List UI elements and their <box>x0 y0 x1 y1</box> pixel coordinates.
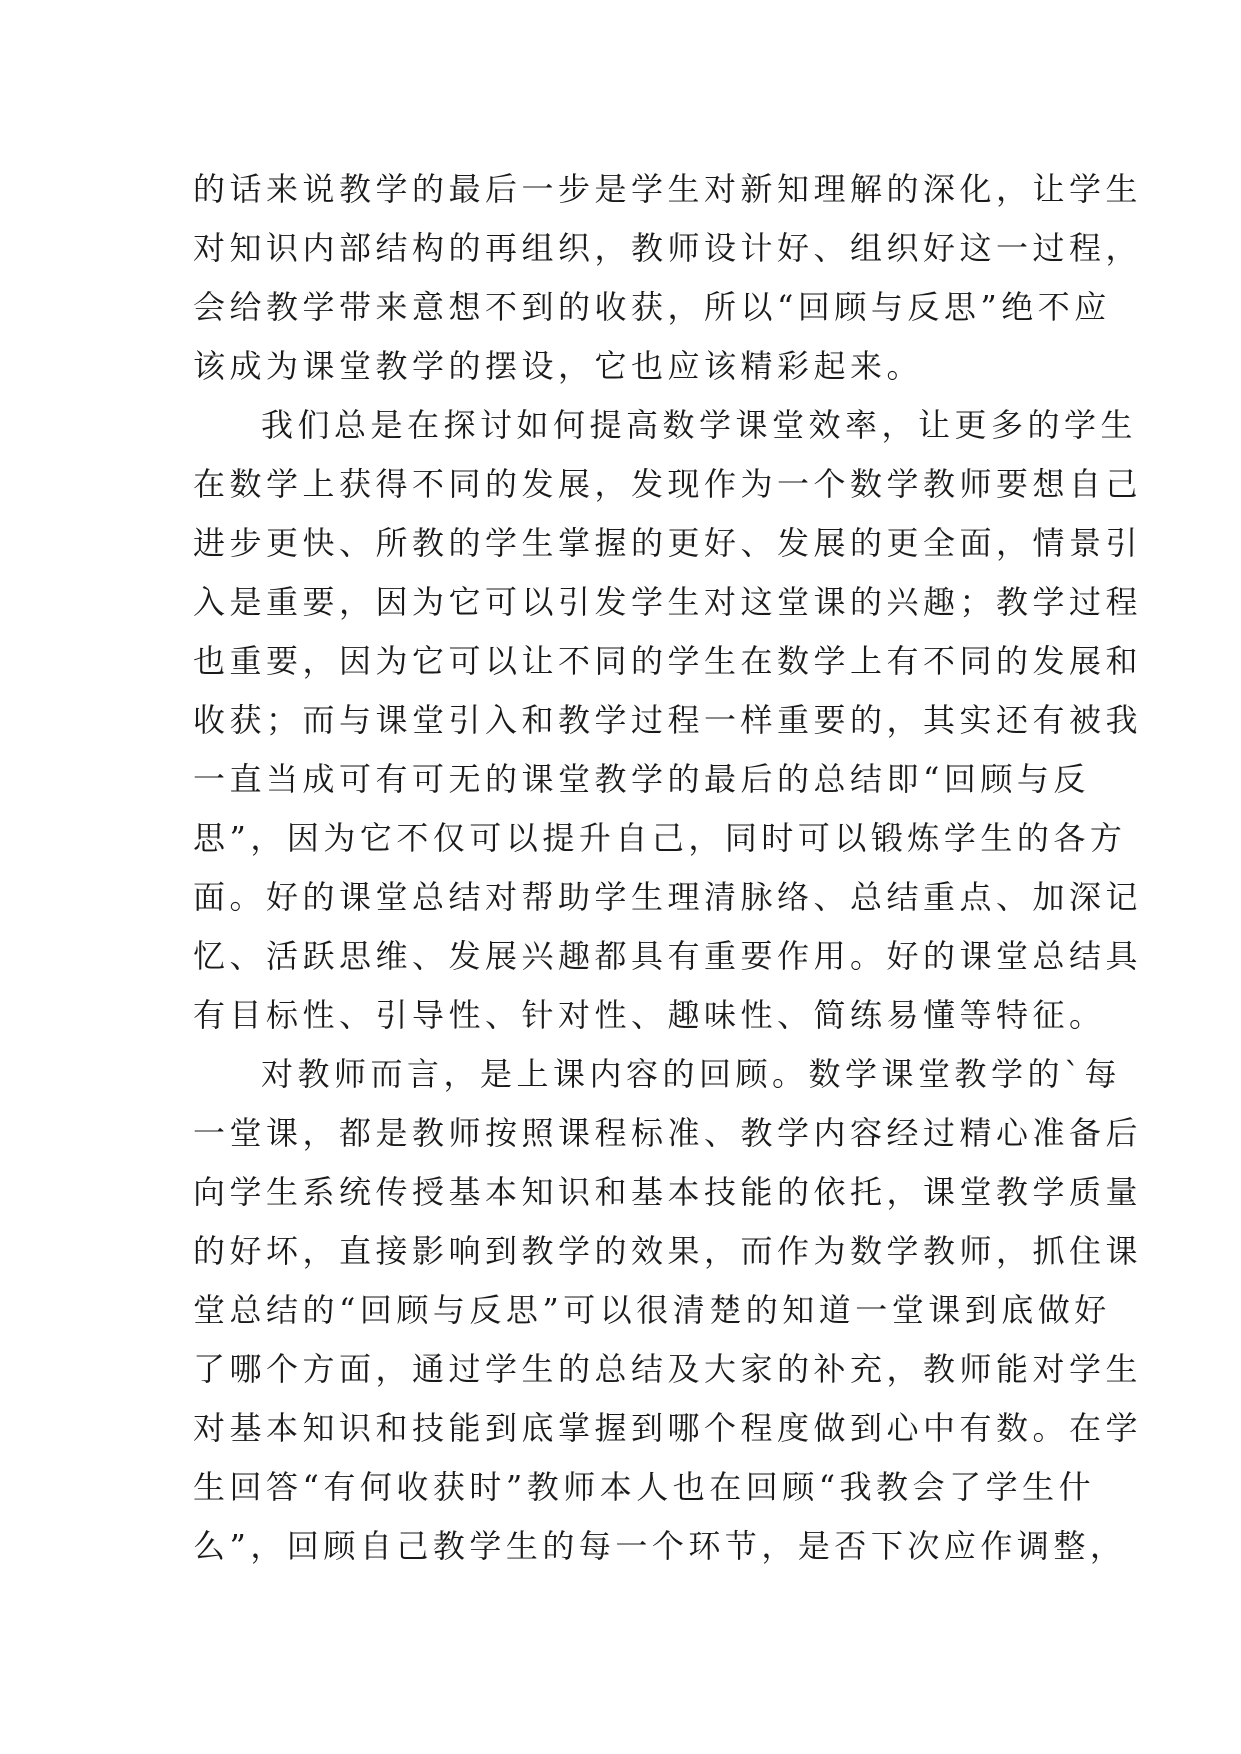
text-line: 忆、活跃思维、发展兴趣都具有重要作用。好的课堂总结具 <box>193 937 1143 975</box>
text-line: 了哪个方面，通过学生的总结及大家的补充，教师能对学生 <box>193 1350 1143 1388</box>
paragraph <box>193 1045 1143 1576</box>
text-line: 么”，回顾自己教学生的每一个环节，是否下次应作调整， <box>193 1527 1127 1565</box>
text-line: 向学生系统传授基本知识和基本技能的依托，课堂教学质量 <box>193 1173 1143 1211</box>
text-line: 生回答“有何收获时”教师本人也在回顾“我教会了学生什 <box>193 1468 1096 1506</box>
text-line: 一堂课，都是教师按照课程标准、教学内容经过精心准备后 <box>193 1114 1143 1152</box>
text-line: 面。好的课堂总结对帮助学生理清脉络、总结重点、加深记 <box>193 878 1143 916</box>
text-line: 该成为课堂教学的摆设，它也应该精彩起来。 <box>193 347 924 385</box>
text-line: 进步更快、所教的学生掌握的更好、发展的更全面，情景引 <box>193 524 1143 562</box>
text-line: 的好坏，直接影响到教学的效果，而作为数学教师，抓住课 <box>193 1232 1143 1270</box>
text-line: 的话来说教学的最后一步是学生对新知理解的深化，让学生 <box>193 170 1143 208</box>
text-line: 堂总结的“回顾与反思”可以很清楚的知道一堂课到底做好 <box>193 1291 1111 1329</box>
text-line: 有目标性、引导性、针对性、趣味性、简练易懂等特征。 <box>193 996 1106 1034</box>
paragraph <box>193 160 1143 396</box>
text-line: 入是重要，因为它可以引发学生对这堂课的兴趣；教学过程 <box>193 583 1143 621</box>
text-line: 对知识内部结构的再组织，教师设计好、组织好这一过程， <box>193 229 1143 267</box>
document-body <box>193 160 1143 1576</box>
text-line: 会给教学带来意想不到的收获，所以“回顾与反思”绝不应 <box>193 288 1111 326</box>
text-line: 我们总是在探讨如何提高数学课堂效率，让更多的学生 <box>261 406 1138 444</box>
text-line: 对教师而言，是上课内容的回顾。数学课堂教学的`每 <box>261 1055 1122 1093</box>
text-line: 思”，因为它不仅可以提升自己，同时可以锻炼学生的各方 <box>193 819 1127 857</box>
text-line: 一直当成可有可无的课堂教学的最后的总结即“回顾与反 <box>193 760 1090 798</box>
text-line: 对基本知识和技能到底掌握到哪个程度做到心中有数。在学 <box>193 1409 1143 1447</box>
paragraph <box>193 396 1143 1045</box>
text-line: 也重要，因为它可以让不同的学生在数学上有不同的发展和 <box>193 642 1143 680</box>
text-line: 在数学上获得不同的发展，发现作为一个数学教师要想自己 <box>193 465 1143 503</box>
text-line: 收获；而与课堂引入和教学过程一样重要的，其实还有被我 <box>193 701 1143 739</box>
